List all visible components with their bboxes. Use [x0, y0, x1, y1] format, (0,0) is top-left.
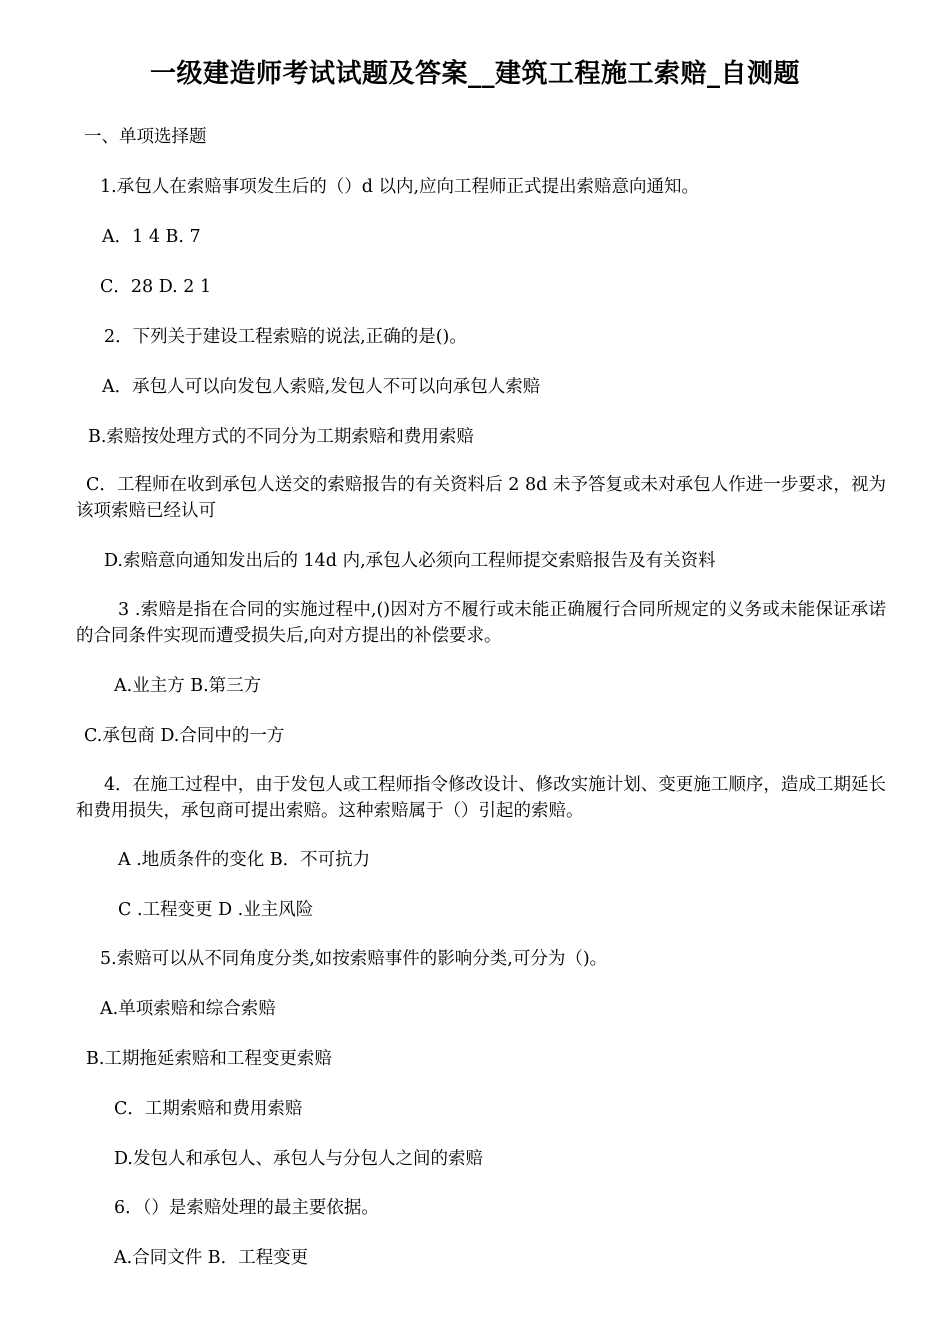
question-5-option-c: C．工期索赔和费用索赔 [114, 1099, 303, 1119]
question-1-options-cd: C．28 D. 2 1 [100, 277, 212, 297]
question-3-options-cd: C.承包商 D.合同中的一方 [84, 726, 285, 746]
question-1: 1.承包人在索赔事项发生后的（）d 以内,应向工程师正式提出索赔意向通知。 [100, 177, 700, 197]
document-title: 一级建造师考试试题及答案__建筑工程施工索赔_自测题 [149, 59, 800, 89]
question-6-options-ab: A.合同文件 B．工程变更 [114, 1248, 309, 1268]
question-4-options-ab: A .地质条件的变化 B．不可抗力 [118, 850, 371, 870]
question-1-options-ab: A．1 4 B. 7 [102, 227, 201, 247]
question-5-option-d: D.发包人和承包人、承包人与分包人之间的索赔 [114, 1149, 483, 1169]
question-2-option-b: B.索赔按处理方式的不同分为工期索赔和费用索赔 [88, 427, 474, 447]
question-2-option-d: D.索赔意向通知发出后的 14d 内,承包人必须向工程师提交索赔报告及有关资料 [104, 551, 716, 571]
question-2-option-c: C．工程师在收到承包人送交的索赔报告的有关资料后 2 8d 未予答复或未对承包人作进一步要求，视为该项索赔已经认可 [76, 475, 886, 521]
question-5-option-b: B.工期拖延索赔和工程变更索赔 [86, 1049, 332, 1069]
question-4: 4．在施工过程中，由于发包人或工程师指令修改设计、修改实施计划、变更施工顺序，造成工期延长和费用损失，承包商可提出索赔。这种索赔属于（）引起的索赔。 [76, 775, 886, 821]
question-2-option-a: A．承包人可以向发包人索赔,发包人不可以向承包人索赔 [102, 377, 541, 397]
question-2: 2．下列关于建设工程索赔的说法,正确的是()。 [104, 327, 467, 347]
question-5-option-a: A.单项索赔和综合索赔 [100, 999, 276, 1019]
question-3-options-ab: A.业主方 B.第三方 [114, 676, 262, 696]
question-4-options-cd: C .工程变更 D .业主风险 [118, 900, 314, 920]
section-heading: 一、单项选择题 [84, 127, 207, 147]
question-6: 6．（）是索赔处理的最主要依据。 [114, 1198, 379, 1218]
question-5: 5.索赔可以从不同角度分类,如按索赔事件的影响分类,可分为（)。 [100, 949, 608, 969]
question-3: 3 .索赔是指在合同的实施过程中,()因对方不履行或未能正确履行合同所规定的义务或未能保证承诺的合同条件实现而遭受损失后,向对方提出的补偿要求。 [76, 600, 886, 646]
